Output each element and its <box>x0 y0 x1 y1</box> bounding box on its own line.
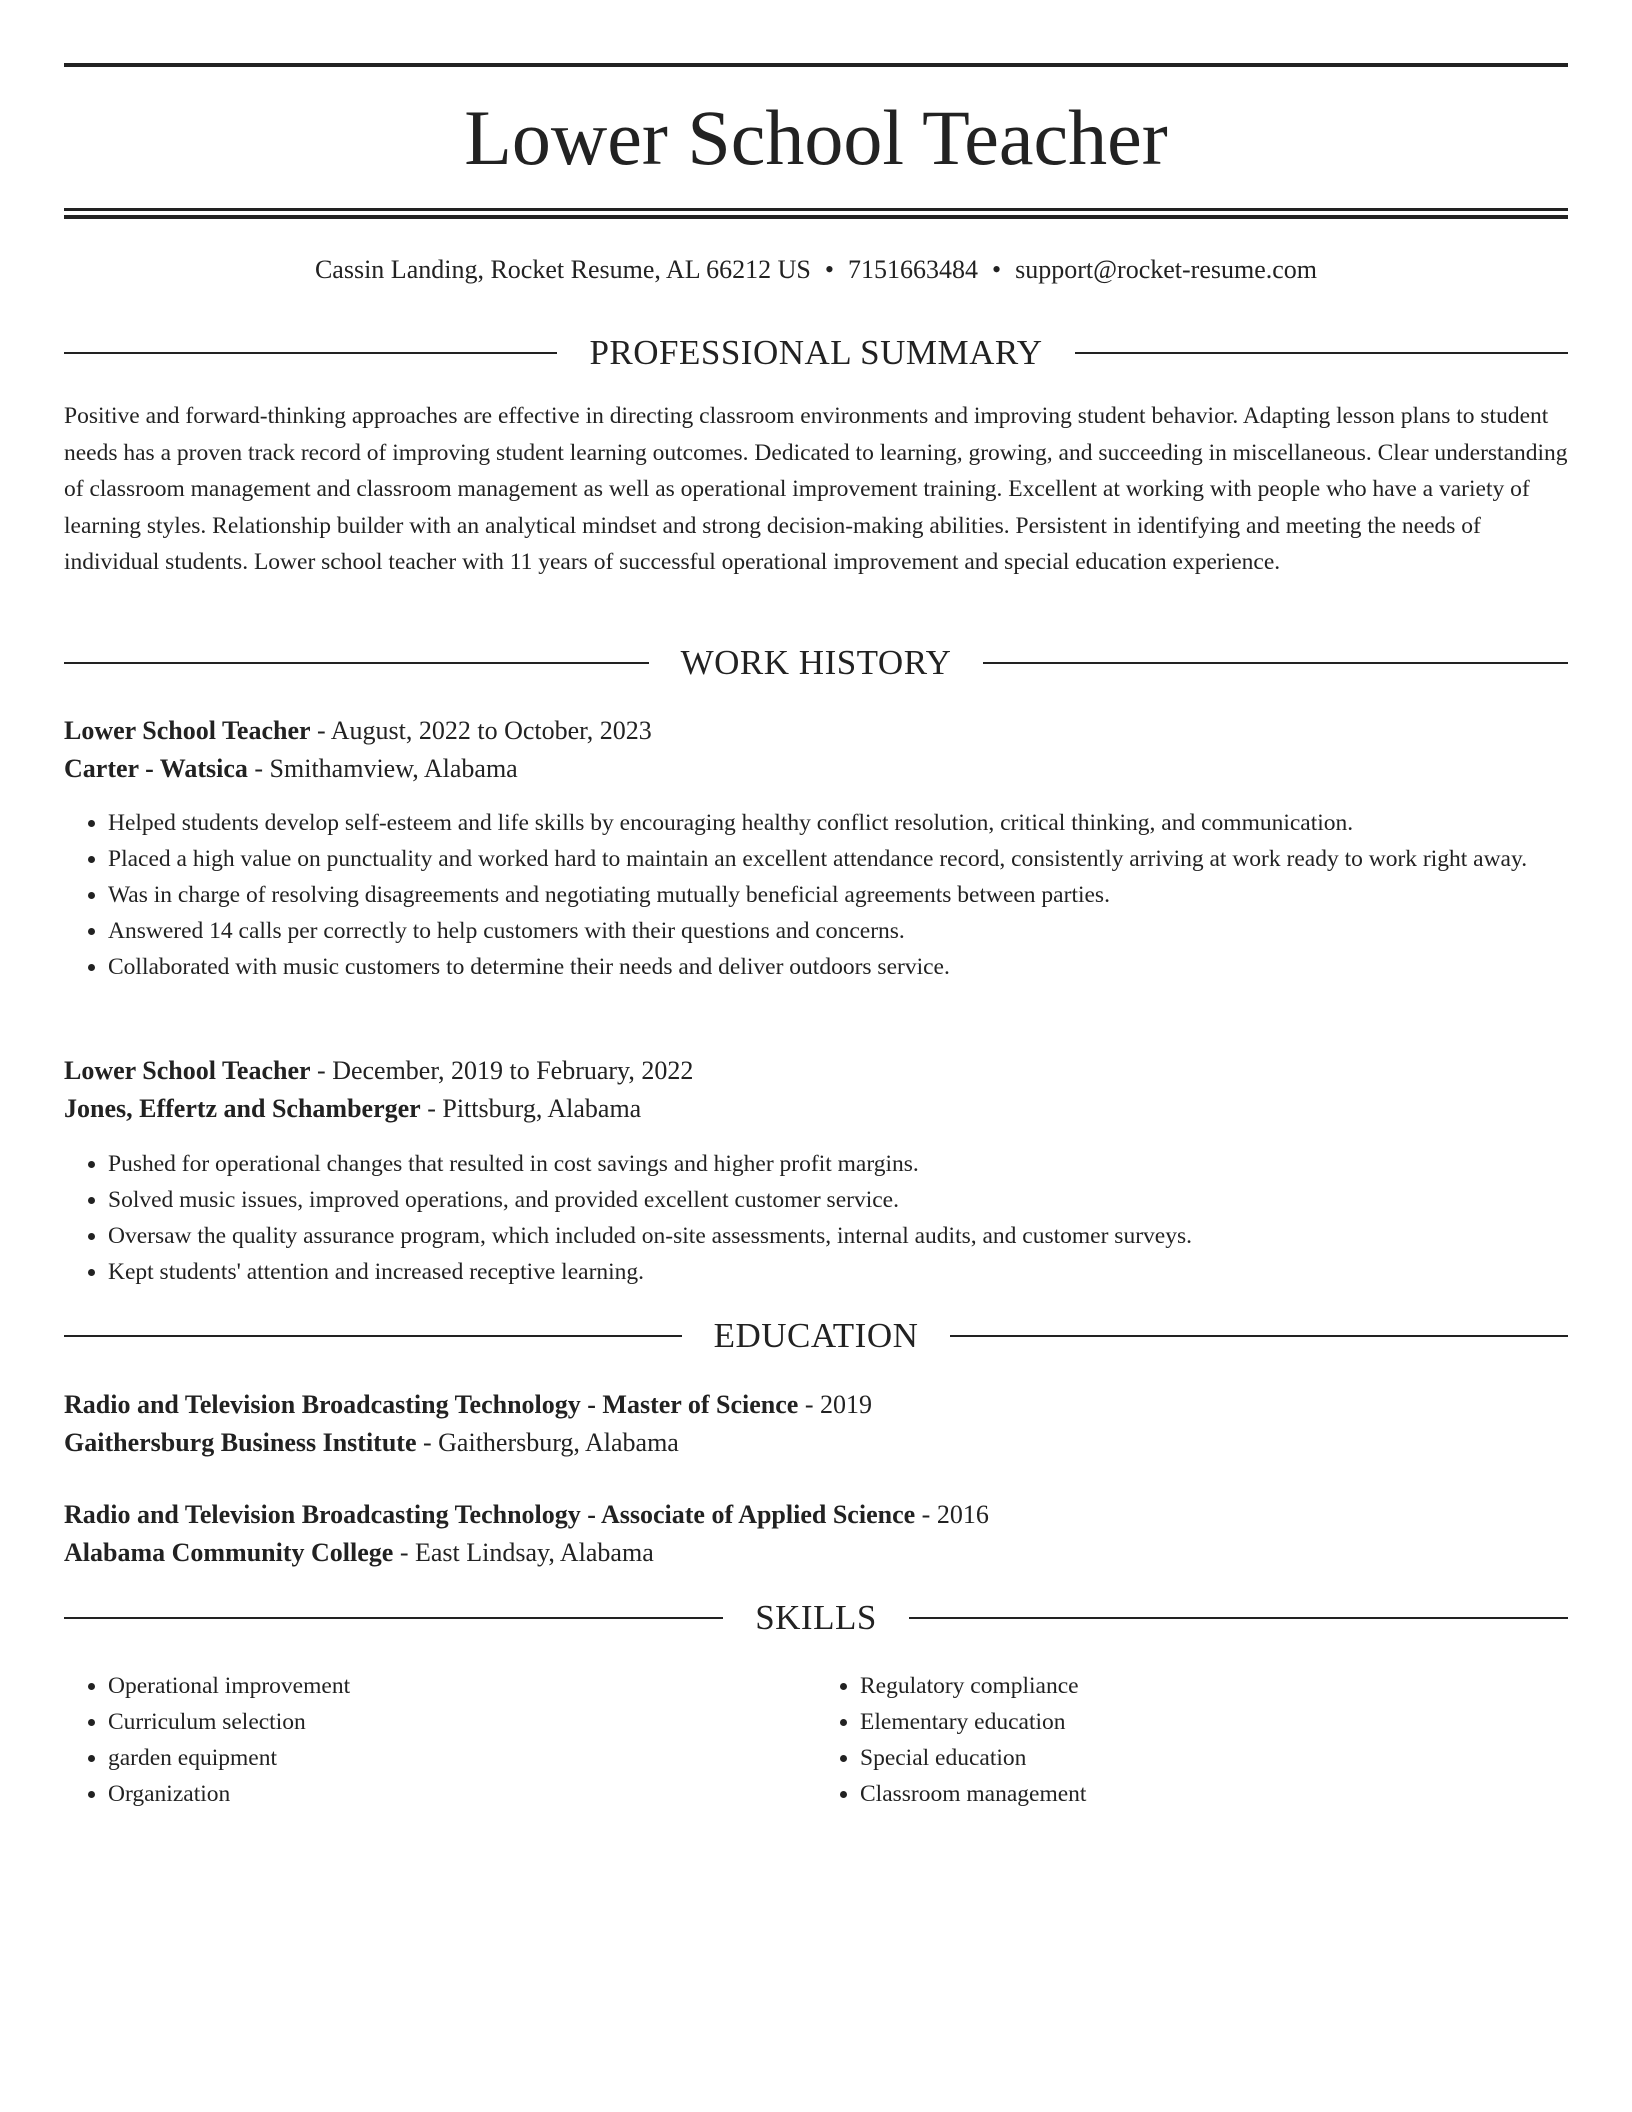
list-item: • Answered 14 calls per correctly to help customers with their questions and concerns. <box>108 913 1568 949</box>
education-school-line <box>64 1534 1568 1572</box>
job-title: Lower School Teacher <box>64 716 311 745</box>
job-title-line <box>64 1052 1568 1090</box>
section-heading-work <box>64 641 1568 685</box>
skill-item: • Organization <box>108 1776 816 1812</box>
section-heading-label: SKILLS <box>755 1598 877 1637</box>
heading-rule <box>950 1335 1568 1337</box>
top-rule <box>64 63 1568 67</box>
contact-separator: • <box>991 255 1002 284</box>
heading-rule <box>909 1617 1568 1619</box>
education-school: Gaithersburg Business Institute <box>64 1428 417 1457</box>
education-entry <box>64 1386 1568 1462</box>
title-rule-upper <box>64 208 1568 211</box>
skill-item: • garden equipment <box>108 1740 816 1776</box>
skill-item: • Elementary education <box>860 1704 1568 1740</box>
job-bullets <box>64 1146 1568 1290</box>
contact-separator: • <box>824 255 834 284</box>
education-year: - 2016 <box>915 1500 989 1529</box>
skill-item: • Operational improvement <box>108 1668 816 1704</box>
education-degree-line <box>64 1386 1568 1424</box>
job-location: - Pittsburg, Alabama <box>420 1094 642 1123</box>
job-entry <box>64 1052 1568 1128</box>
education-entry <box>64 1496 1568 1572</box>
skills-list <box>64 1668 1568 1812</box>
job-title: Lower School Teacher <box>64 1056 311 1085</box>
title-rule-lower <box>64 215 1568 219</box>
list-item: • Oversaw the quality assurance program, which included on-site assessments, internal audits, and customer surveys. <box>108 1218 1568 1254</box>
job-entry <box>64 712 1568 788</box>
skill-item: • Special education <box>860 1740 1568 1776</box>
job-company: Carter - Watsica <box>64 754 248 783</box>
contact-email: support@rocket-resume.com <box>1015 255 1318 284</box>
education-location: - Gaithersburg, Alabama <box>416 1428 679 1457</box>
skills-column-right <box>816 1668 1568 1812</box>
list-item: • Helped students develop self-esteem and life skills by encouraging healthy conflict resolution, critical thinking, and communication. <box>108 805 1568 841</box>
list-item: • Collaborated with music customers to determine their needs and deliver outdoors service. <box>108 949 1568 985</box>
education-school: Alabama Community College <box>64 1538 394 1567</box>
section-heading-label: EDUCATION <box>713 1316 919 1355</box>
job-dates: - December, 2019 to February, 2022 <box>310 1056 694 1085</box>
contact-phone: 7151663484 <box>847 255 978 284</box>
skills-column-left <box>64 1668 816 1812</box>
section-heading-education <box>64 1314 1568 1358</box>
heading-rule <box>983 662 1568 664</box>
section-heading-label: WORK HISTORY <box>680 643 952 682</box>
heading-rule <box>64 1335 682 1337</box>
job-title-line <box>64 712 1568 750</box>
contact-line <box>64 252 1568 288</box>
list-item: • Pushed for operational changes that resulted in cost savings and higher profit margins. <box>108 1146 1568 1182</box>
heading-rule <box>64 352 557 354</box>
section-heading-skills <box>64 1596 1568 1640</box>
job-dates: - August, 2022 to October, 2023 <box>310 716 652 745</box>
education-degree: Radio and Television Broadcasting Technology - Master of Science <box>64 1390 799 1419</box>
list-item: • Placed a high value on punctuality and worked hard to maintain an excellent attendance record, consistently arriving at work ready to work right away. <box>108 841 1568 877</box>
job-location: - Smithamview, Alabama <box>247 754 518 783</box>
education-degree: Radio and Television Broadcasting Technology - Associate of Applied Science <box>64 1500 916 1529</box>
job-bullets <box>64 805 1568 985</box>
contact-address: Cassin Landing, Rocket Resume, AL 66212 US <box>314 255 811 284</box>
education-school-line <box>64 1424 1568 1462</box>
list-item: • Kept students' attention and increased receptive learning. <box>108 1254 1568 1290</box>
job-company-line <box>64 750 1568 788</box>
page-title: Lower School Teacher <box>464 94 1168 181</box>
section-heading-label: PROFESSIONAL SUMMARY <box>589 333 1043 372</box>
list-item: • Solved music issues, improved operations, and provided excellent customer service. <box>108 1182 1568 1218</box>
heading-rule <box>64 1617 723 1619</box>
skill-item: • Curriculum selection <box>108 1704 816 1740</box>
education-degree-line <box>64 1496 1568 1534</box>
section-heading-summary <box>64 331 1568 375</box>
job-company-line <box>64 1090 1568 1128</box>
heading-rule <box>64 662 649 664</box>
education-year: - 2019 <box>798 1390 872 1419</box>
education-location: - East Lindsay, Alabama <box>393 1538 654 1567</box>
summary-text: Positive and forward-thinking approaches are effective in directing classroom environments and improving student behavior. Adapting lesson plans to student needs has a proven track record of improving student learning outcomes. Dedicated to learning, growing, and succeeding in miscellaneous. Clear understanding of classroom management and classroom management as well as operational improvement training. Excellent at working with people who have a variety of learning styles. Relationship builder with an analytical mindset and strong decision-making abilities. Persistent in identifying and meeting the needs of individual students. Lower school teacher with 11 years of successful operational improvement and special education experience. <box>64 403 1568 575</box>
list-item: • Was in charge of resolving disagreements and negotiating mutually beneficial agreements between parties. <box>108 877 1568 913</box>
skill-item: • Regulatory compliance <box>860 1668 1568 1704</box>
skill-item: • Classroom management <box>860 1776 1568 1812</box>
job-company: Jones, Effertz and Schamberger <box>64 1094 421 1123</box>
heading-rule <box>1075 352 1568 354</box>
